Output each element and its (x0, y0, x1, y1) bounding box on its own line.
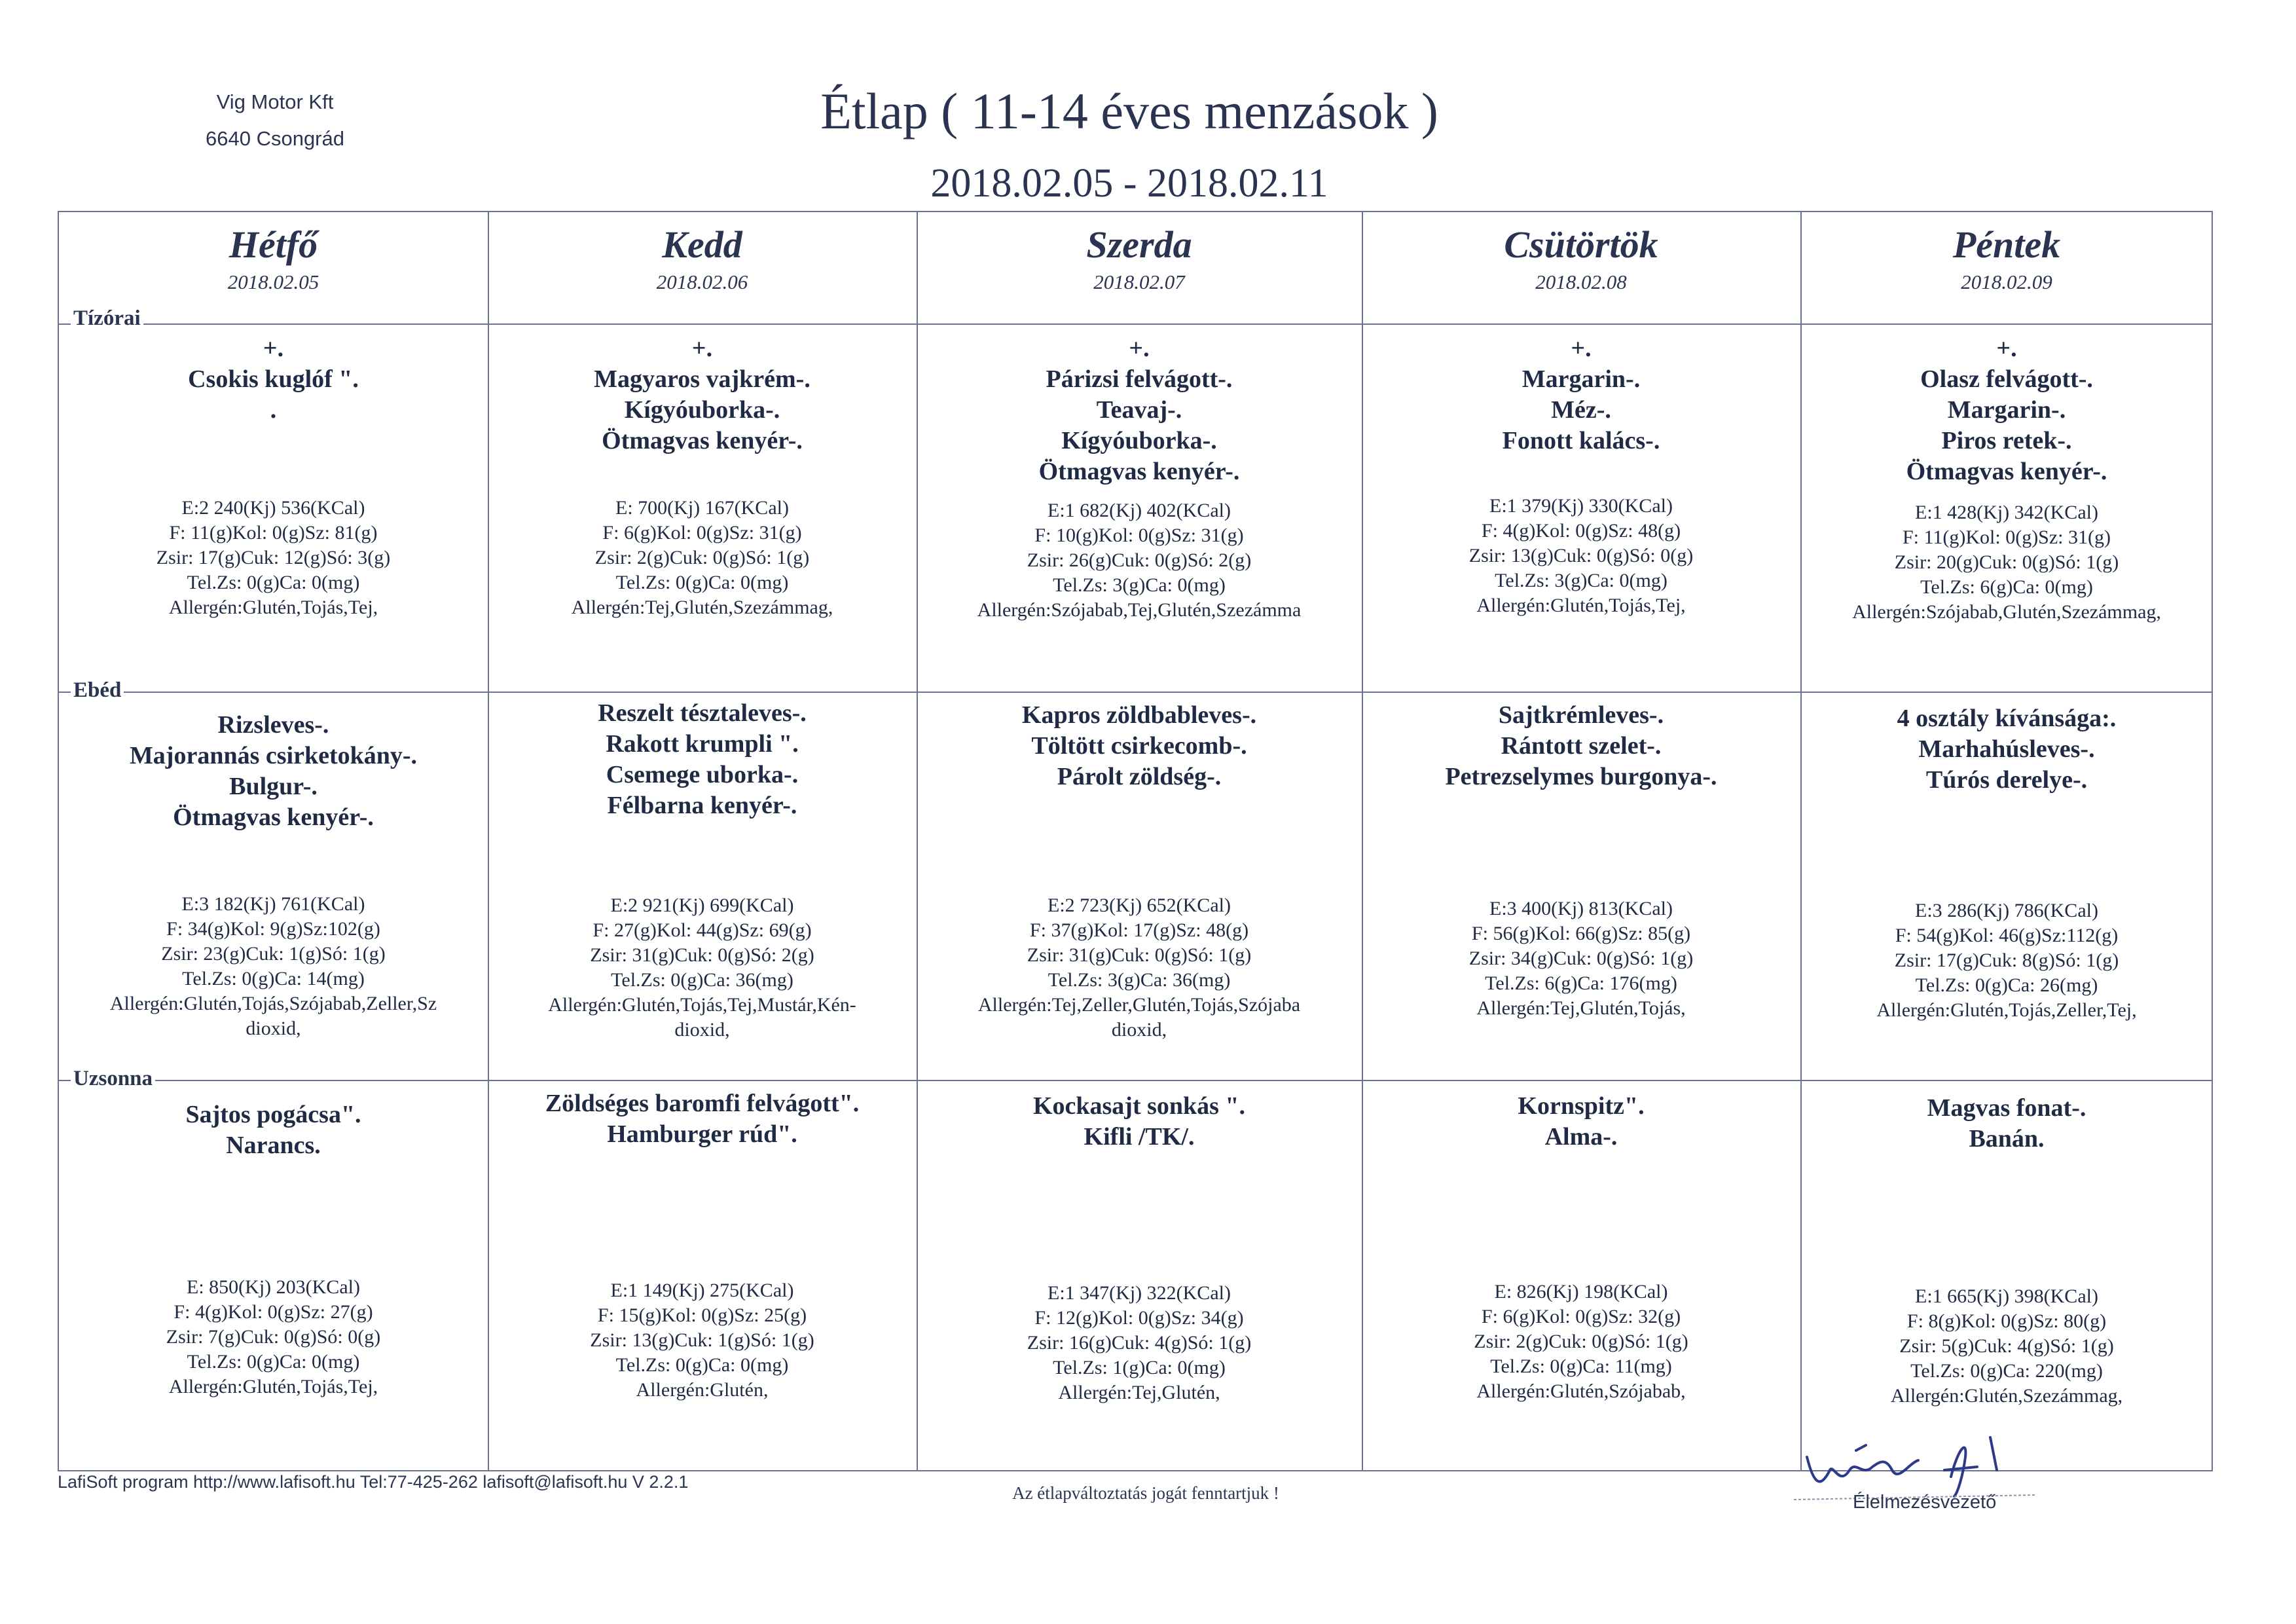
nutrition-line: Zsir: 17(g)Cuk: 12(g)Só: 3(g) (156, 547, 391, 568)
nutrition-info (59, 1275, 488, 1399)
nutrition-line: Zsir: 34(g)Cuk: 0(g)Só: 1(g) (1468, 948, 1694, 969)
nutrition-line: Tel.Zs: 0(g)Ca: 11(mg) (1490, 1356, 1672, 1377)
nutrition-line: Zsir: 20(g)Cuk: 0(g)Só: 1(g) (1894, 551, 2119, 573)
nutrition-line: Allergén:Tej,Zeller,Glutén,Tojás,Szójaba (977, 994, 1301, 1016)
dish-list (59, 1099, 488, 1161)
nutrition-line: Allergén:Glutén,Tojás,Tej, (168, 1376, 378, 1397)
nutrition-info (917, 1281, 1362, 1405)
nutrition-line: E:2 921(Kj) 699(KCal) (610, 895, 794, 916)
dish-list (1362, 700, 1800, 792)
nutrition-line: Tel.Zs: 6(g)Ca: 176(mg) (1485, 972, 1677, 994)
menu-cell (488, 698, 917, 1077)
nutrition-info (488, 1278, 917, 1403)
nutrition-line: F: 37(g)Kol: 17(g)Sz: 48(g) (1029, 919, 1249, 941)
nutrition-line: Tel.Zs: 0(g)Ca: 0(mg) (615, 1354, 789, 1376)
menu-cell (1362, 700, 1800, 1077)
nutrition-line: E:2 240(Kj) 536(KCal) (181, 497, 365, 519)
nutrition-line: Zsir: 31(g)Cuk: 0(g)Só: 1(g) (1027, 944, 1252, 966)
company-block (157, 84, 393, 157)
dish: +. (1996, 335, 2017, 362)
nutrition-line: E:1 428(Kj) 342(KCal) (1915, 502, 2098, 523)
dish: Rakott krumpli ". (606, 730, 799, 758)
day-date: 2018.02.05 (227, 270, 319, 293)
nutrition-line: Tel.Zs: 3(g)Ca: 36(mg) (1048, 969, 1231, 991)
day-name: Csütörtök (1504, 223, 1658, 266)
dish: Hamburger rúd". (607, 1120, 797, 1148)
nutrition-line: Tel.Zs: 0(g)Ca: 36(mg) (611, 969, 793, 991)
dish: Rizsleves-. (217, 711, 329, 739)
dish: Petrezselymes burgonya-. (1445, 763, 1717, 790)
day-header-friday (1800, 212, 2213, 323)
nutrition-line: Tel.Zs: 1(g)Ca: 0(mg) (1053, 1357, 1226, 1378)
day-date: 2018.02.07 (1093, 270, 1185, 293)
dish-list (1362, 333, 1800, 456)
dish: Reszelt tésztaleves-. (598, 699, 807, 727)
dish: Majorannás csirketokány-. (129, 742, 418, 769)
dish-list (1362, 1091, 1800, 1153)
dish: Fonott kalács-. (1502, 427, 1660, 454)
nutrition-line: F: 8(g)Kol: 0(g)Sz: 80(g) (1906, 1310, 2107, 1332)
nutrition-line: F: 27(g)Kol: 44(g)Sz: 69(g) (592, 919, 812, 941)
nutrition-line: Tel.Zs: 0(g)Ca: 220(mg) (1910, 1360, 2103, 1382)
dish: . (270, 396, 277, 424)
nutrition-line: E:3 182(Kj) 761(KCal) (181, 893, 365, 915)
nutrition-line: F: 6(g)Kol: 0(g)Sz: 32(g) (1481, 1306, 1681, 1327)
dish: Ötmagvas kenyér-. (602, 427, 803, 454)
nutrition-line: Allergén:Glutén,Tojás,Tej, (168, 597, 378, 618)
day-name: Szerda (1086, 223, 1192, 266)
nutrition-info (1362, 494, 1800, 618)
dish: Ötmagvas kenyér-. (1906, 458, 2107, 485)
nutrition-line: Tel.Zs: 6(g)Ca: 0(mg) (1920, 576, 2093, 598)
nutrition-info (59, 496, 488, 620)
nutrition-line: E:1 149(Kj) 275(KCal) (610, 1280, 794, 1301)
nutrition-info (1362, 896, 1800, 1021)
company-address: 6640 Csongrád (206, 127, 344, 150)
dish: Zöldséges baromfi felvágott". (545, 1090, 860, 1117)
nutrition-line: F: 54(g)Kol: 46(g)Sz:112(g) (1895, 925, 2119, 946)
dish: Méz-. (1551, 396, 1611, 424)
signature-label: Élelmezésvezető (1853, 1492, 1997, 1513)
dish: Margarin-. (1522, 365, 1641, 393)
nutrition-line: E:1 682(Kj) 402(KCal) (1048, 500, 1231, 521)
dish: Sajtos pogácsa". (185, 1101, 361, 1128)
nutrition-line: F: 12(g)Kol: 0(g)Sz: 34(g) (1034, 1307, 1244, 1329)
nutrition-line: F: 4(g)Kol: 0(g)Sz: 48(g) (1481, 520, 1681, 542)
day-date: 2018.02.09 (1961, 270, 2052, 293)
nutrition-line: Zsir: 16(g)Cuk: 4(g)Só: 1(g) (1027, 1332, 1252, 1354)
dish: Töltött csirkecomb-. (1031, 732, 1247, 760)
dish: Bulgur-. (229, 773, 318, 800)
meal-label-tizorai: Tízórai (71, 306, 143, 331)
nutrition-line: Tel.Zs: 0(g)Ca: 26(mg) (1915, 974, 2098, 996)
nutrition-line: E: 850(Kj) 203(KCal) (187, 1276, 360, 1298)
nutrition-line: F: 56(g)Kol: 66(g)Sz: 85(g) (1471, 923, 1691, 944)
nutrition-line: Tel.Zs: 3(g)Ca: 0(mg) (1053, 574, 1226, 596)
day-date: 2018.02.08 (1535, 270, 1627, 293)
dish: Marhahúsleves-. (1918, 735, 2095, 763)
dish: Sajtkrémleves-. (1498, 701, 1664, 729)
dish-list (488, 333, 917, 456)
nutrition-line: Zsir: 2(g)Cuk: 0(g)Só: 1(g) (1474, 1331, 1688, 1352)
dish: Alma-. (1544, 1123, 1618, 1151)
day-name: Kedd (662, 223, 742, 266)
menu-cell (1362, 1091, 1800, 1466)
dish: Csemege uborka-. (606, 761, 799, 788)
nutrition-line: Zsir: 7(g)Cuk: 0(g)Só: 0(g) (166, 1326, 381, 1348)
nutrition-line: E:3 286(Kj) 786(KCal) (1915, 900, 2098, 921)
menu-cell (1362, 333, 1800, 690)
nutrition-line: Zsir: 2(g)Cuk: 0(g)Só: 1(g) (594, 547, 810, 568)
dish: Kifli /TK/. (1084, 1123, 1195, 1151)
dish: Kornspitz". (1518, 1092, 1645, 1120)
meal-label-uzsonna: Uzsonna (71, 1067, 155, 1091)
menu-cell (59, 710, 488, 1077)
menu-cell (488, 1088, 917, 1466)
dish: 4 osztály kívánsága:. (1897, 705, 2117, 732)
dish: Rántott szelet-. (1501, 732, 1662, 760)
dish-list (59, 710, 488, 833)
dish-list (917, 700, 1362, 792)
nutrition-line: Zsir: 5(g)Cuk: 4(g)Só: 1(g) (1899, 1335, 2114, 1357)
dish-list (488, 1088, 917, 1150)
nutrition-line: F: 10(g)Kol: 0(g)Sz: 31(g) (1034, 525, 1244, 546)
dish: Banán. (1969, 1125, 2045, 1153)
nutrition-line: Zsir: 26(g)Cuk: 0(g)Só: 2(g) (1027, 549, 1252, 571)
nutrition-line: dioxid, (1111, 1019, 1167, 1041)
dish: Párolt zöldség-. (1057, 763, 1222, 790)
meal-label-ebed: Ebéd (71, 678, 124, 703)
nutrition-line: Zsir: 31(g)Cuk: 0(g)Só: 2(g) (590, 944, 814, 966)
menu-cell (488, 333, 917, 690)
day-header-tuesday (488, 212, 917, 323)
company-name: Vig Motor Kft (216, 90, 334, 113)
dish: Teavaj-. (1096, 396, 1182, 424)
nutrition-line: E: 826(Kj) 198(KCal) (1494, 1281, 1668, 1302)
nutrition-line: Allergén:Glutén,Tojás,Tej,Mustár,Kén- (548, 994, 856, 1016)
dish: Kígyóuborka-. (1061, 427, 1217, 454)
nutrition-line: Allergén:Glutén,Szezámmag, (1890, 1385, 2123, 1407)
nutrition-line: Zsir: 23(g)Cuk: 1(g)Só: 1(g) (161, 943, 386, 965)
dish-list (1800, 703, 2213, 796)
dish-list (1800, 1093, 2213, 1154)
day-name: Péntek (1952, 223, 2061, 266)
dish: +. (1129, 335, 1150, 362)
nutrition-line: E:1 347(Kj) 322(KCal) (1048, 1282, 1231, 1304)
nutrition-line: Tel.Zs: 0(g)Ca: 0(mg) (187, 572, 360, 593)
dish: Kockasajt sonkás ". (1032, 1092, 1246, 1120)
dish: Magvas fonat-. (1927, 1094, 2086, 1122)
nutrition-line: dioxid, (674, 1019, 730, 1041)
nutrition-info (1800, 500, 2213, 625)
dish: Ötmagvas kenyér-. (173, 803, 374, 831)
menu-cell (59, 1099, 488, 1466)
nutrition-line: F: 11(g)Kol: 0(g)Sz: 81(g) (169, 522, 378, 544)
dish: Félbarna kenyér-. (607, 792, 797, 819)
nutrition-info (59, 892, 488, 1041)
nutrition-line: E: 700(Kj) 167(KCal) (615, 497, 789, 519)
nutrition-info (917, 498, 1362, 623)
menu-cell (917, 333, 1362, 690)
nutrition-info (1800, 1284, 2213, 1409)
nutrition-line: Tel.Zs: 3(g)Ca: 0(mg) (1495, 570, 1667, 591)
nutrition-line: Allergén:Glutén,Szójabab, (1476, 1380, 1686, 1402)
dish: Ötmagvas kenyér-. (1038, 458, 1240, 485)
dish: +. (1571, 335, 1592, 362)
nutrition-line: Allergén:Tej,Glutén,Tojás, (1476, 997, 1686, 1019)
dish-list (488, 698, 917, 821)
nutrition-line: Tel.Zs: 0(g)Ca: 14(mg) (182, 968, 365, 989)
day-header-thursday (1362, 212, 1800, 323)
dish: Magyaros vajkrém-. (594, 365, 811, 393)
nutrition-line: Zsir: 13(g)Cuk: 0(g)Só: 0(g) (1468, 545, 1694, 566)
dish-list (1800, 333, 2213, 487)
nutrition-line: F: 11(g)Kol: 0(g)Sz: 31(g) (1902, 526, 2111, 548)
nutrition-info (488, 893, 917, 1043)
day-name: Hétfő (228, 223, 318, 266)
dish: Olasz felvágott-. (1920, 365, 2093, 393)
menu-cell (917, 1091, 1362, 1466)
nutrition-line: E:3 400(Kj) 813(KCal) (1489, 898, 1673, 919)
nutrition-line: Tel.Zs: 0(g)Ca: 0(mg) (187, 1351, 360, 1373)
menu-cell (1800, 703, 2213, 1077)
nutrition-line: F: 4(g)Kol: 0(g)Sz: 27(g) (173, 1301, 373, 1323)
menu-cell (1800, 333, 2213, 690)
row-divider (59, 1080, 2212, 1081)
nutrition-line: Allergén:Glutén,Tojás,Zeller,Tej, (1876, 999, 2137, 1021)
page-title: Étlap ( 11-14 éves menzások ) (820, 83, 1438, 139)
software-credit: LafiSoft program http://www.lafisoft.hu Tel:77-425-262 lafisoft@lafisoft.hu V 2.2.1 (58, 1472, 689, 1492)
nutrition-line: F: 6(g)Kol: 0(g)Sz: 31(g) (602, 522, 802, 544)
dish: Piros retek-. (1941, 427, 2072, 454)
nutrition-line: Zsir: 17(g)Cuk: 8(g)Só: 1(g) (1894, 950, 2119, 971)
nutrition-line: Tel.Zs: 0(g)Ca: 0(mg) (615, 572, 789, 593)
dish: +. (691, 335, 713, 362)
menu-grid (58, 211, 2213, 1471)
nutrition-line: Allergén:Szójabab,Glutén,Szezámmag, (1852, 601, 2161, 623)
nutrition-line: Zsir: 13(g)Cuk: 1(g)Só: 1(g) (590, 1329, 814, 1351)
nutrition-line: E:1 665(Kj) 398(KCal) (1915, 1285, 2098, 1307)
nutrition-line: F: 15(g)Kol: 0(g)Sz: 25(g) (597, 1304, 807, 1326)
nutrition-info (488, 496, 917, 620)
nutrition-info (917, 893, 1362, 1043)
row-divider (59, 692, 2212, 693)
dish: Túrós derelye-. (1925, 766, 2088, 794)
dish-list (917, 333, 1362, 487)
dish: Kígyóuborka-. (624, 396, 780, 424)
dish: Csokis kuglóf ". (188, 365, 359, 393)
dish: Narancs. (226, 1132, 321, 1159)
menu-period: 2018.02.05 - 2018.02.11 (930, 161, 1328, 206)
nutrition-line: Allergén:Glutén,Tojás,Tej, (1476, 595, 1686, 616)
dish-list (59, 333, 488, 426)
nutrition-line: Allergén:Glutén, (636, 1379, 769, 1401)
nutrition-line: Allergén:Tej,Glutén, (1058, 1382, 1220, 1403)
dish-list (917, 1091, 1362, 1153)
nutrition-info (1362, 1280, 1800, 1404)
menu-cell (1800, 1093, 2213, 1466)
nutrition-info (1800, 898, 2213, 1023)
menu-cell (59, 333, 488, 690)
nutrition-line: E:2 723(Kj) 652(KCal) (1048, 895, 1231, 916)
nutrition-line: Allergén:Glutén,Tojás,Szójabab,Zeller,Sz (109, 993, 437, 1014)
dish: Margarin-. (1947, 396, 2066, 424)
dish: Párizsi felvágott-. (1046, 365, 1233, 393)
menu-cell (917, 700, 1362, 1077)
dish: +. (263, 335, 284, 362)
day-header-wednesday (917, 212, 1362, 323)
dish: Kapros zöldbableves-. (1021, 701, 1257, 729)
nutrition-line: Allergén:Tej,Glutén,Szezámmag, (571, 597, 833, 618)
row-divider (59, 323, 2212, 325)
nutrition-line: dioxid, (246, 1018, 301, 1039)
nutrition-line: Allergén:Szójabab,Tej,Glutén,Szezámma (977, 599, 1302, 621)
nutrition-line: F: 34(g)Kol: 9(g)Sz:102(g) (166, 918, 380, 940)
change-notice: Az étlapváltoztatás jogát fenntartjuk ! (1012, 1483, 1279, 1503)
day-date: 2018.02.06 (656, 270, 748, 293)
nutrition-line: E:1 379(Kj) 330(KCal) (1489, 495, 1673, 517)
